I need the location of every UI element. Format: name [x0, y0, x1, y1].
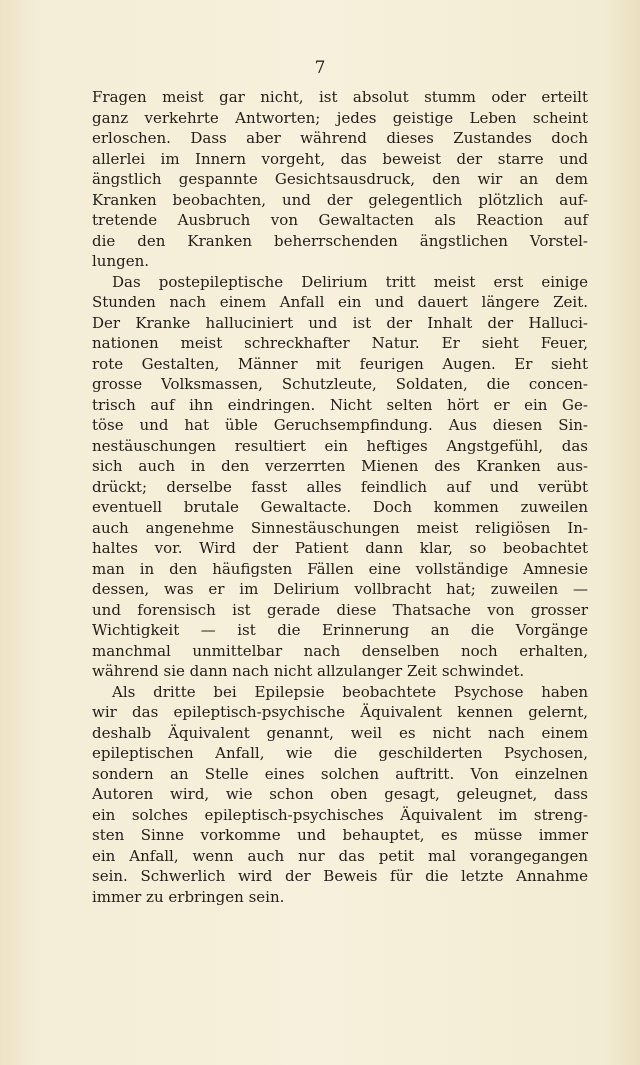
text-line: töse und hat üble Geruchsempfindung. Aus diesen Sin-: [92, 416, 588, 434]
text-line: während sie dann nach nicht allzulanger Zeit schwindet.: [92, 662, 525, 680]
text-line: tretende Ausbruch von Gewaltacten als Reaction auf: [92, 211, 588, 229]
text-line: grosse Volksmassen, Schutzleute, Soldaten, die concen-: [92, 375, 588, 393]
text-line: Autoren wird, wie schon oben gesagt, geleugnet, dass: [92, 785, 588, 803]
text-line: ein Anfall, wenn auch nur das petit mal vorangegangen: [92, 846, 588, 865]
text-line: sondern an Stelle eines solchen auftritt. Von einzelnen: [92, 764, 588, 783]
text-line: Der Kranke halluciniert und ist der Inhalt der Halluci-: [92, 313, 588, 332]
text-line: manchmal unmittelbar nach denselben noch erhalten,: [92, 641, 588, 660]
text-line: haltes vor. Wird der Patient dann klar, so beobachtet: [92, 539, 588, 557]
text-line: trisch auf ihn eindringen. Nicht selten hört er ein Ge-: [92, 395, 588, 414]
text-line: ängstlich gespannte Gesichtsausdruck, den wir an dem: [92, 170, 588, 188]
text-line: man in den häufigsten Fällen eine vollständige Amnesie: [92, 559, 588, 578]
text-line: Das postepileptische Delirium tritt meist erst einige: [112, 272, 588, 291]
text-line: wir das epileptisch-psychische Äquivalent kennen gelernt,: [92, 703, 588, 721]
text-line: Wichtigkeit — ist die Erinnerung an die Vorgänge: [92, 621, 588, 639]
text-line: dessen, was er im Delirium vollbracht hat; zuweilen —: [92, 580, 588, 598]
text-line: eventuell brutale Gewaltacte. Doch kommen zuweilen: [92, 498, 588, 516]
text-line: sten Sinne vorkomme und behauptet, es müsse immer: [92, 826, 588, 844]
text-line: erloschen. Dass aber während dieses Zustandes doch: [92, 129, 588, 147]
page-number: 7: [314, 58, 326, 78]
text-line: drückt; derselbe fasst alles feindlich auf und verübt: [92, 477, 588, 496]
text-line: sein. Schwerlich wird der Beweis für die letzte Annahme: [92, 867, 588, 885]
text-line: auch angenehme Sinnestäuschungen meist religiösen In-: [92, 518, 588, 537]
text-line: rote Gestalten, Männer mit feurigen Augen. Er sieht: [92, 354, 588, 373]
text-line: immer zu erbringen sein.: [92, 887, 285, 906]
text-line: lungen.: [92, 252, 150, 270]
text-line: nestäuschungen resultiert ein heftiges Angstgefühl, das: [92, 436, 588, 455]
text-line: nationen meist schreckhafter Natur. Er sieht Feuer,: [92, 334, 588, 352]
text-line: ein solches epileptisch-psychisches Äquivalent im streng-: [92, 805, 588, 824]
text-line: sich auch in den verzerrten Mienen des Kranken aus-: [92, 457, 588, 475]
text-line: deshalb Äquivalent genannt, weil es nicht nach einem: [92, 723, 588, 742]
text-line: und forensisch ist gerade diese Thatsache von grosser: [92, 600, 588, 619]
text-line: Als dritte bei Epilepsie beobachtete Psychose haben: [112, 682, 588, 701]
text-line: allerlei im Innern vorgeht, das beweist der starre und: [92, 149, 588, 168]
text-line: epileptischen Anfall, wie die geschilderten Psychosen,: [92, 744, 588, 762]
text-line: die den Kranken beherrschenden ängstlichen Vorstel-: [92, 231, 588, 250]
text-line: Fragen meist gar nicht, ist absolut stumm oder erteilt: [92, 88, 588, 106]
text-line: ganz verkehrte Antworten; jedes geistige Leben scheint: [92, 108, 588, 127]
body-text: [92, 87, 588, 907]
text-line: Kranken beobachten, und der gelegentlich plötzlich auf-: [92, 190, 588, 209]
text-line: Stunden nach einem Anfall ein und dauert längere Zeit.: [92, 293, 588, 311]
